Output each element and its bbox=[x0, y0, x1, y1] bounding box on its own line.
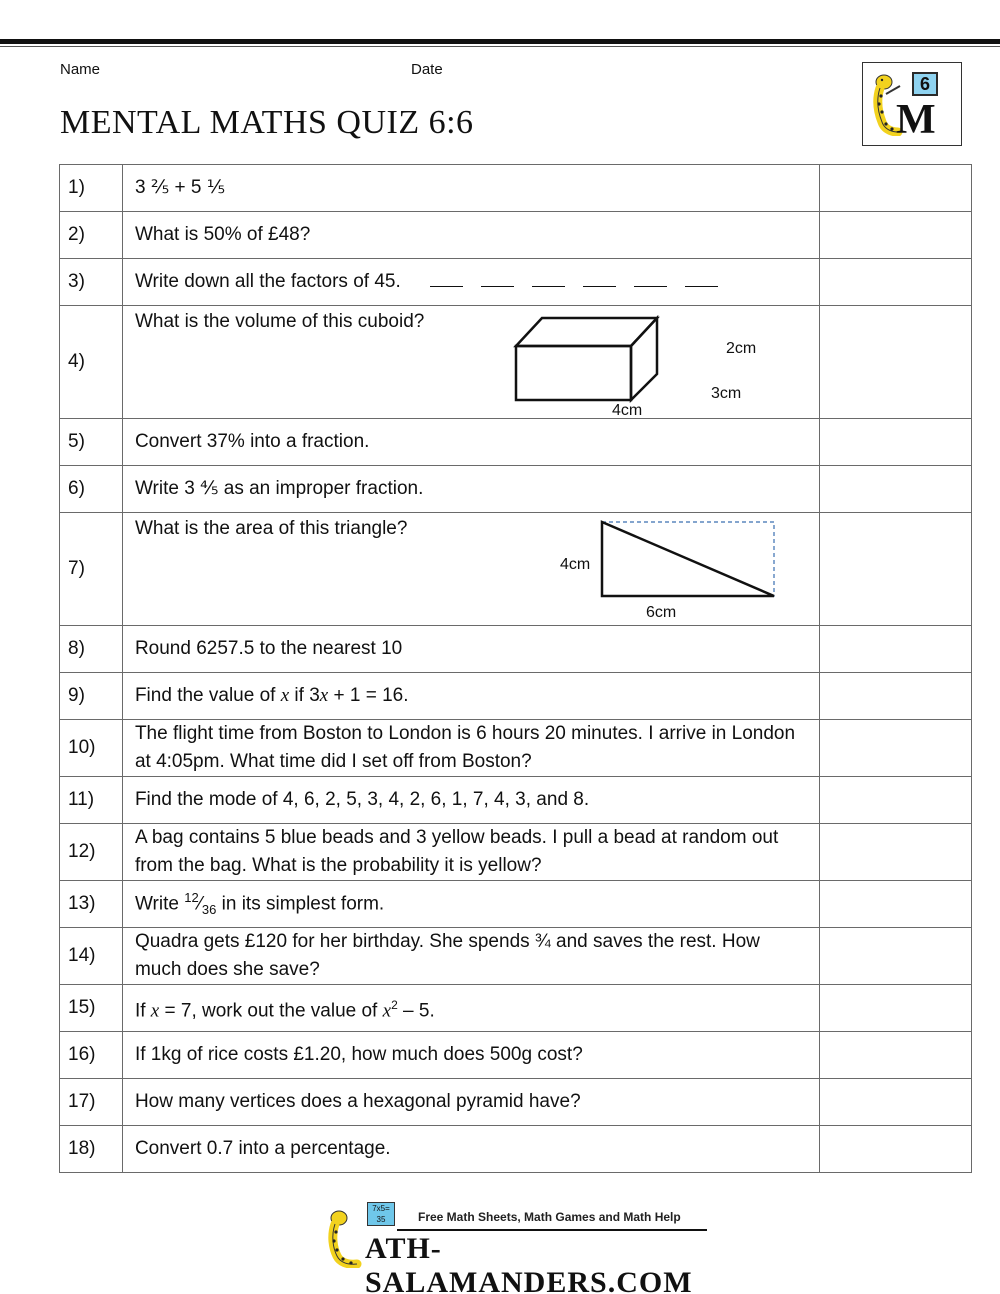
question-row bbox=[60, 1126, 972, 1173]
question-row bbox=[60, 1032, 972, 1079]
cuboid-height-label: 2cm bbox=[725, 340, 757, 357]
triangle-diagram bbox=[599, 519, 779, 599]
blank-line[interactable] bbox=[481, 271, 514, 287]
question-number: 2) bbox=[60, 212, 123, 259]
question-text: Write $^{12}⁄_{36}$ in its simplest form. bbox=[122, 881, 819, 928]
question-number: 13) bbox=[60, 881, 123, 928]
question-row bbox=[60, 419, 972, 466]
answer-box[interactable] bbox=[820, 259, 972, 306]
question-row bbox=[60, 513, 972, 626]
answer-box[interactable] bbox=[820, 720, 972, 777]
question-row bbox=[60, 928, 972, 985]
question-row bbox=[60, 165, 972, 212]
question-number: 4) bbox=[60, 306, 123, 419]
salamander-icon bbox=[325, 1208, 365, 1268]
blank-line[interactable] bbox=[685, 271, 718, 287]
question-number: 18) bbox=[60, 1126, 123, 1173]
question-number: 14) bbox=[60, 928, 123, 985]
question-text: Quadra gets £120 for her birthday. She spends ¾ and saves the rest. How much does she save? bbox=[122, 928, 819, 985]
question-number: 17) bbox=[60, 1079, 123, 1126]
question-text: If x = 7, work out the value of $x^2 - 5$. bbox=[122, 985, 819, 1032]
question-text: Write down all the factors of 45. bbox=[122, 259, 819, 306]
question-number: 7) bbox=[60, 513, 123, 626]
question-row bbox=[60, 212, 972, 259]
answer-box[interactable] bbox=[820, 212, 972, 259]
question-text: The flight time from Boston to London is 6 hours 20 minutes. I arrive in London at 4:05pm. What time did I set off from Boston? bbox=[122, 720, 819, 777]
fraction: ⅘ bbox=[200, 478, 219, 499]
question-text: If 1kg of rice costs £1.20, how much does 500g cost? bbox=[122, 1032, 819, 1079]
blank-line[interactable] bbox=[583, 271, 616, 287]
top-rule bbox=[0, 39, 1000, 44]
answer-box[interactable] bbox=[820, 824, 972, 881]
question-row bbox=[60, 881, 972, 928]
footer-divider bbox=[397, 1229, 707, 1231]
cuboid-depth-label: 3cm bbox=[710, 385, 742, 402]
page-title: MENTAL MATHS QUIZ 6:6 bbox=[60, 104, 474, 141]
answer-box[interactable] bbox=[820, 673, 972, 720]
question-row bbox=[60, 466, 972, 513]
fraction: ⅖ bbox=[150, 177, 170, 198]
answer-box[interactable] bbox=[820, 306, 972, 419]
cuboid-diagram bbox=[508, 310, 668, 405]
question-number: 8) bbox=[60, 626, 123, 673]
question-number: 1) bbox=[60, 165, 123, 212]
question-row bbox=[60, 259, 972, 306]
question-row bbox=[60, 777, 972, 824]
fraction: ⅕ bbox=[206, 177, 226, 198]
question-text: Write 3 ⅘ as an improper fraction. bbox=[122, 466, 819, 513]
question-row bbox=[60, 720, 972, 777]
triangle-base-label: 6cm bbox=[645, 604, 677, 621]
question-text: What is the volume of this cuboid? 2cm 3cm 4cm bbox=[122, 306, 819, 419]
name-label: Name bbox=[60, 61, 101, 78]
footer-site-name[interactable]: ATH-SALAMANDERS.COM bbox=[365, 1232, 693, 1294]
question-row bbox=[60, 306, 972, 419]
question-number: 15) bbox=[60, 985, 123, 1032]
question-text: What is the area of this triangle? 4cm 6cm bbox=[122, 513, 819, 626]
answer-box[interactable] bbox=[820, 1032, 972, 1079]
question-row bbox=[60, 673, 972, 720]
question-text: 3 ⅖ + 5 ⅕ bbox=[122, 165, 819, 212]
question-number: 5) bbox=[60, 419, 123, 466]
question-text: Find the mode of 4, 6, 2, 5, 3, 4, 2, 6, 1, 7, 4, 3, and 8. bbox=[122, 777, 819, 824]
question-text: Find the value of x if 3x + 1 = 16. bbox=[122, 673, 819, 720]
question-text: Convert 37% into a fraction. bbox=[122, 419, 819, 466]
question-text: Convert 0.7 into a percentage. bbox=[122, 1126, 819, 1173]
question-number: 12) bbox=[60, 824, 123, 881]
question-text: A bag contains 5 blue beads and 3 yellow beads. I pull a bead at random out from the bag. What is the probability it is yellow? bbox=[122, 824, 819, 881]
logo-grade-number: 6 bbox=[912, 72, 938, 96]
footer-badge: 7x5= 35 bbox=[367, 1202, 395, 1226]
question-text: What is 50% of £48? bbox=[122, 212, 819, 259]
question-row bbox=[60, 985, 972, 1032]
blank-line[interactable] bbox=[532, 271, 565, 287]
question-row bbox=[60, 824, 972, 881]
answer-box[interactable] bbox=[820, 626, 972, 673]
answer-box[interactable] bbox=[820, 419, 972, 466]
quiz-table bbox=[59, 164, 972, 1173]
answer-box[interactable] bbox=[820, 513, 972, 626]
question-text: How many vertices does a hexagonal pyramid have? bbox=[122, 1079, 819, 1126]
answer-box[interactable] bbox=[820, 165, 972, 212]
logo-letter: M bbox=[896, 97, 936, 143]
question-number: 9) bbox=[60, 673, 123, 720]
question-number: 10) bbox=[60, 720, 123, 777]
question-number: 11) bbox=[60, 777, 123, 824]
footer-logo[interactable] bbox=[325, 1202, 710, 1294]
question-number: 3) bbox=[60, 259, 123, 306]
cuboid-length-label: 4cm bbox=[611, 402, 643, 419]
top-rule-thin bbox=[0, 46, 1000, 47]
question-row bbox=[60, 1079, 972, 1126]
blank-line[interactable] bbox=[430, 271, 463, 287]
question-number: 16) bbox=[60, 1032, 123, 1079]
question-row bbox=[60, 626, 972, 673]
answer-box[interactable] bbox=[820, 466, 972, 513]
answer-box[interactable] bbox=[820, 881, 972, 928]
blank-line[interactable] bbox=[634, 271, 667, 287]
answer-box[interactable] bbox=[820, 928, 972, 985]
question-number: 6) bbox=[60, 466, 123, 513]
answer-box[interactable] bbox=[820, 1126, 972, 1173]
answer-box[interactable] bbox=[820, 777, 972, 824]
question-text: Round 6257.5 to the nearest 10 bbox=[122, 626, 819, 673]
footer-tagline: Free Math Sheets, Math Games and Math Help bbox=[418, 1210, 681, 1224]
triangle-height-label: 4cm bbox=[559, 556, 591, 573]
factor-blanks bbox=[430, 268, 736, 296]
answer-box[interactable] bbox=[820, 1079, 972, 1126]
date-label: Date bbox=[411, 61, 443, 78]
answer-box[interactable] bbox=[820, 985, 972, 1032]
